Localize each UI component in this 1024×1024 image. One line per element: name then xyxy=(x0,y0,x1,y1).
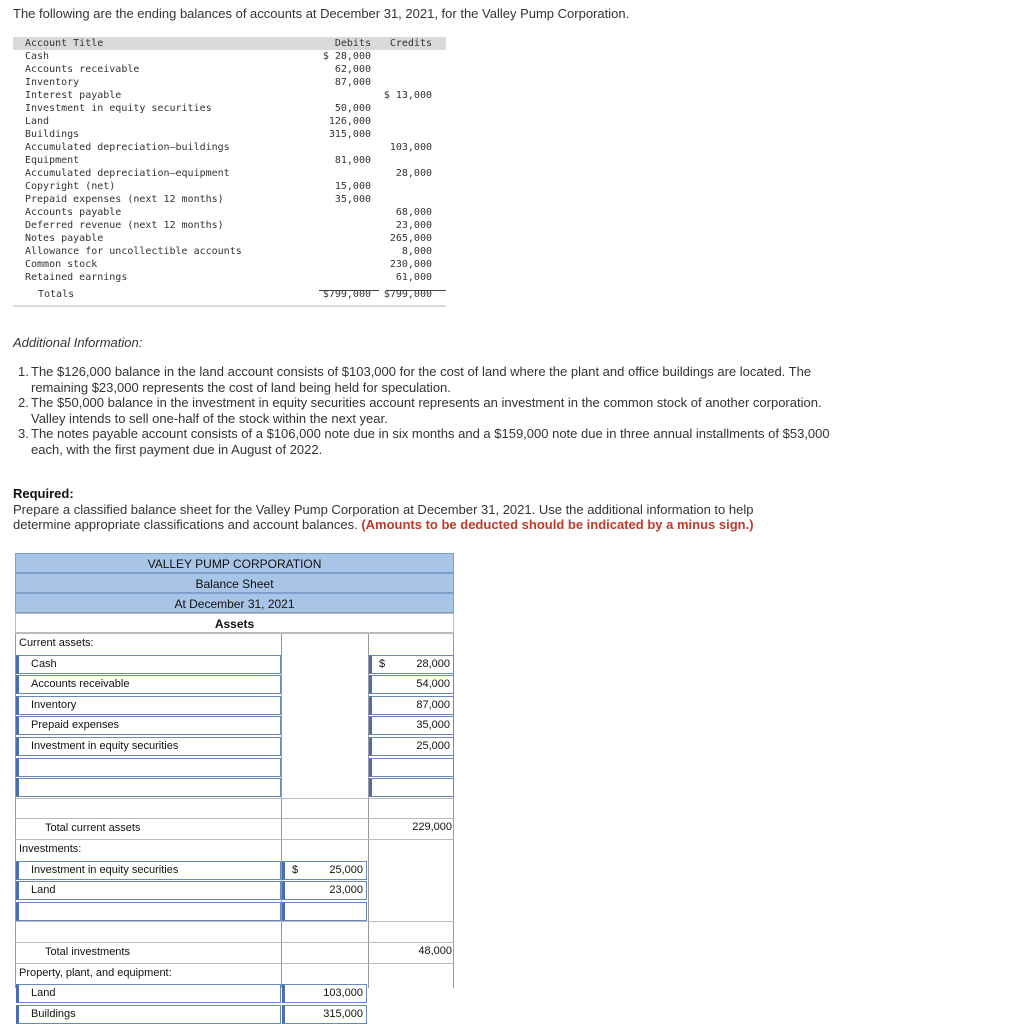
account-title: Inventory xyxy=(25,77,80,88)
credit-amount: $ 13,000 xyxy=(383,90,432,101)
account-title: Accounts payable xyxy=(25,207,122,218)
required-label: Required: xyxy=(13,486,74,501)
ppe-heading: Property, plant, and equipment: xyxy=(19,966,172,979)
trial-balance-row xyxy=(13,141,446,154)
item-number: 2. xyxy=(18,395,29,410)
totals-debit: $799,000 xyxy=(322,289,371,300)
debit-amount: 50,000 xyxy=(334,103,371,114)
dollar-sign: $ xyxy=(379,657,386,670)
trial-balance-row xyxy=(13,76,446,89)
current-asset-row-label-input[interactable] xyxy=(16,655,281,674)
table-bottom-bar xyxy=(13,305,446,307)
item-text: The notes payable account consists of a $106,000 note due in six months and a $159,000 note due in three annual installments of $53,000 each, with the first payment due in August of 2022. xyxy=(31,426,830,457)
credit-amount: 8,000 xyxy=(401,246,432,257)
credit-amount: 68,000 xyxy=(395,207,432,218)
account-title: Buildings xyxy=(25,129,80,140)
total-investments-label: Total investments xyxy=(45,946,130,958)
debit-amount: 15,000 xyxy=(334,181,371,192)
account-title: Common stock xyxy=(25,259,98,270)
debit-amount: 126,000 xyxy=(328,116,371,127)
account-title: Retained earnings xyxy=(25,272,128,283)
additional-info-item xyxy=(18,395,838,426)
current-asset-row-label-input[interactable] xyxy=(16,675,281,694)
account-title: Accumulated depreciation—equipment xyxy=(25,168,230,179)
item-number: 1. xyxy=(18,364,29,379)
amount-value xyxy=(369,758,450,777)
debit-amount: 35,000 xyxy=(334,194,371,205)
trial-balance-row xyxy=(13,63,446,76)
account-title: Deferred revenue (next 12 months) xyxy=(25,220,224,231)
debits-header: Debits xyxy=(334,38,371,49)
trial-balance-row xyxy=(13,193,446,206)
credit-amount: 265,000 xyxy=(389,233,432,244)
current-asset-row-label-input[interactable] xyxy=(16,696,281,715)
current-asset-row-label-input[interactable] xyxy=(16,778,281,797)
amount-value xyxy=(369,778,450,797)
account-title: Prepaid expenses (next 12 months) xyxy=(25,194,224,205)
line-item-label: Investment in equity securities xyxy=(31,740,179,752)
line-item-label: Investment in equity securities xyxy=(31,863,179,876)
trial-balance-row xyxy=(13,258,446,271)
amount-value: 35,000 xyxy=(416,719,450,732)
line-item-label: Accounts receivable xyxy=(31,678,130,691)
additional-info-item xyxy=(18,364,838,395)
trial-balance-row xyxy=(13,89,446,102)
trial-balance-row xyxy=(13,271,446,284)
additional-info-heading: Additional Information: xyxy=(13,335,143,350)
statement-title: Balance Sheet xyxy=(15,573,454,593)
additional-info-list xyxy=(18,364,838,457)
dollar-sign: $ xyxy=(292,863,299,876)
account-title: Allowance for uncollectible accounts xyxy=(25,246,242,257)
credit-amount: 23,000 xyxy=(395,220,432,231)
amount-value xyxy=(282,902,363,921)
current-asset-row-label-input[interactable] xyxy=(16,737,281,756)
account-title: Cash xyxy=(25,51,50,62)
account-title: Copyright (net) xyxy=(25,181,116,192)
debit-amount: 62,000 xyxy=(334,64,371,75)
total-current-assets-value: 229,000 xyxy=(412,821,452,834)
account-title: Notes payable xyxy=(25,233,104,244)
required-note: (Amounts to be deducted should be indicated by a minus sign.) xyxy=(361,517,754,532)
item-text: The $126,000 balance in the land account consists of $103,000 for the cost of land where the plant and office buildings are located. The remaining $23,000 represents the cost of land being held for speculation. xyxy=(31,364,812,395)
account-title: Equipment xyxy=(25,155,80,166)
account-title: Accumulated depreciation—buildings xyxy=(25,142,230,153)
item-number: 3. xyxy=(18,426,29,441)
item-text: The $50,000 balance in the investment in equity securities account represents an investment in the common stock of another corporation. Valley intends to sell one-half of the stock within the next year. xyxy=(31,395,822,426)
credit-amount: 28,000 xyxy=(395,168,432,179)
amount-value: 25,000 xyxy=(329,863,363,876)
debit-amount: 81,000 xyxy=(334,155,371,166)
current-asset-row-label-input[interactable] xyxy=(16,716,281,735)
account-title: Land xyxy=(25,116,50,127)
line-item-label: Buildings xyxy=(31,1007,76,1020)
current-assets-heading: Current assets: xyxy=(19,637,94,649)
investments-heading: Investments: xyxy=(19,843,82,855)
intro-text: The following are the ending balances of accounts at December 31, 2021, for the Valley Pump Corporation. xyxy=(13,6,630,21)
amount-value: 54,000 xyxy=(416,678,450,691)
amount-value: 23,000 xyxy=(329,884,363,897)
investment-row-label-input[interactable] xyxy=(16,861,281,880)
amount-value: 315,000 xyxy=(323,1007,363,1020)
trial-balance-row xyxy=(13,180,446,193)
amount-value: 87,000 xyxy=(416,698,450,711)
debit-amount: 87,000 xyxy=(334,77,371,88)
credit-amount: 103,000 xyxy=(389,142,432,153)
assets-section-label: Assets xyxy=(15,613,454,633)
investment-row-label-input[interactable] xyxy=(16,902,281,921)
trial-balance-table xyxy=(13,37,446,307)
ppe-row-label-input[interactable] xyxy=(16,1005,281,1024)
company-name: VALLEY PUMP CORPORATION xyxy=(15,553,454,573)
trial-balance-row xyxy=(13,128,446,141)
trial-balance-row xyxy=(13,232,446,245)
required-section xyxy=(13,486,813,533)
debit-amount: 315,000 xyxy=(328,129,371,140)
totals-label: Totals xyxy=(38,289,75,300)
amount-value: 25,000 xyxy=(416,740,450,752)
total-investments-value: 48,000 xyxy=(418,945,452,957)
line-item-label: Prepaid expenses xyxy=(31,719,120,732)
trial-balance-row xyxy=(13,154,446,167)
account-title: Interest payable xyxy=(25,90,122,101)
credits-header: Credits xyxy=(389,38,432,49)
total-current-assets-label: Total current assets xyxy=(45,822,141,835)
line-item-label: Cash xyxy=(31,657,57,670)
account-title: Investment in equity securities xyxy=(25,103,212,114)
balance-sheet-grid xyxy=(15,633,454,1020)
line-item-label: Land xyxy=(31,987,56,1000)
amount-value: 28,000 xyxy=(416,657,450,670)
statement-date: At December 31, 2021 xyxy=(15,593,454,613)
trial-balance-row xyxy=(13,102,446,115)
trial-balance-row xyxy=(13,206,446,219)
amount-value: 103,000 xyxy=(323,987,363,1000)
required-text: Prepare a classified balance sheet for the Valley Pump Corporation at December 31, 2021. Use the additional information to help determine appropriate classifications and account balances. xyxy=(13,501,754,532)
trial-balance-row xyxy=(13,50,446,63)
line-item-label: Land xyxy=(31,884,56,897)
investment-row-label-input[interactable] xyxy=(16,881,281,900)
account-title-header: Account Title xyxy=(25,38,104,49)
current-asset-row-label-input[interactable] xyxy=(16,758,281,777)
credit-amount: 230,000 xyxy=(389,259,432,270)
trial-balance-row xyxy=(13,219,446,232)
totals-credit: $799,000 xyxy=(383,289,432,300)
ppe-row-label-input[interactable] xyxy=(16,984,281,1003)
additional-info-item xyxy=(18,426,838,457)
trial-balance-row xyxy=(13,167,446,180)
credit-amount: 61,000 xyxy=(395,272,432,283)
account-title: Accounts receivable xyxy=(25,64,140,75)
trial-balance-row xyxy=(13,245,446,258)
trial-balance-row xyxy=(13,115,446,128)
line-item-label: Inventory xyxy=(31,698,77,711)
debit-amount: $ 28,000 xyxy=(322,51,371,62)
